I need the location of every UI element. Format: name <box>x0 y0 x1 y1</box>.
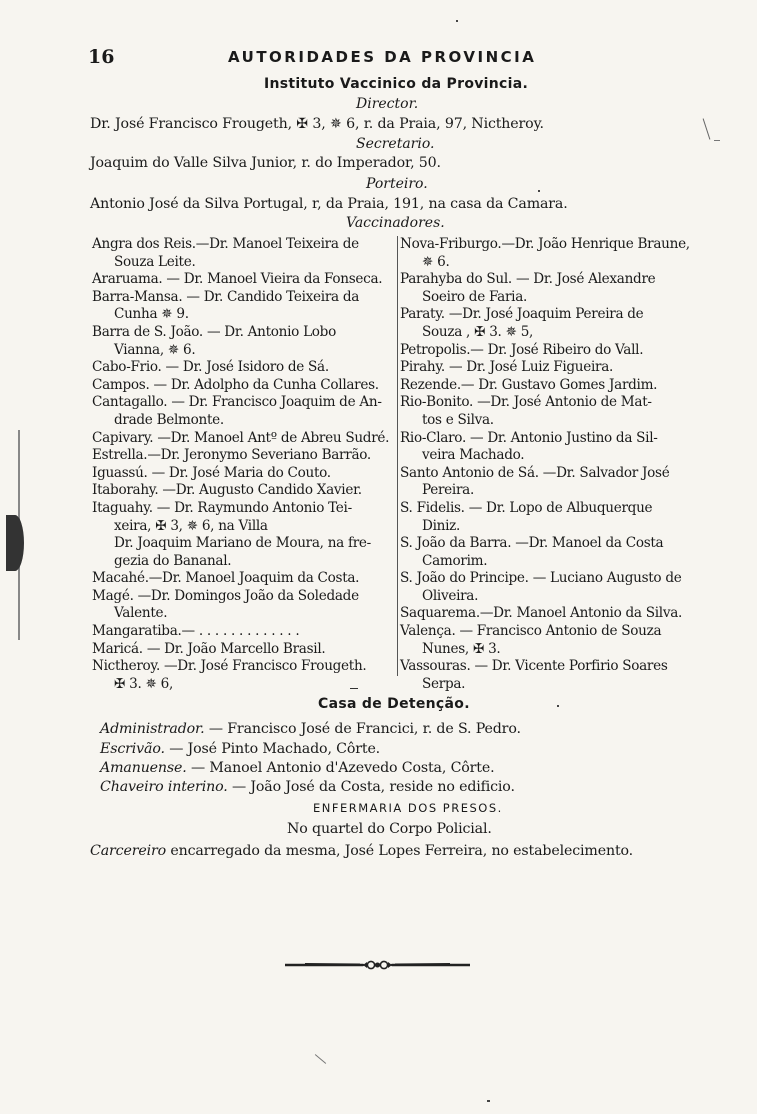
page-number: 16 <box>88 46 115 68</box>
vaccinador-entry <box>92 500 397 570</box>
vaccinador-entry <box>92 641 397 659</box>
vaccinador-entry <box>400 658 715 693</box>
vaccinador-entry <box>400 465 715 500</box>
entry-continuation: Nunes, ✠ 3. <box>422 640 501 657</box>
vaccinador-entry <box>400 236 715 271</box>
entry-first-line: Saquarema.—Dr. Manoel Antonio da Silva. <box>400 605 683 622</box>
entry-first-line: Cabo-Frio. — Dr. José Isidoro de Sá. <box>92 359 329 376</box>
staff-chaveiro <box>100 779 515 795</box>
column-divider <box>397 236 398 676</box>
entry-first-line: Iguassú. — Dr. José Maria do Couto. <box>92 464 331 481</box>
entry-continuation: tos e Silva. <box>422 411 494 428</box>
vaccinadores-left-column <box>92 236 397 693</box>
vaccinador-entry <box>92 430 397 448</box>
carcereiro-text: encarregado da mesma, José Lopes Ferreira, no estabelecimento. <box>165 843 634 859</box>
entry-first-line: Barra-Mansa. — Dr. Candido Teixeira da <box>92 288 360 305</box>
vaccinador-entry <box>400 605 715 623</box>
porteiro-line: Antonio José da Silva Portugal, r, da Praia, 191, na casa da Camara. <box>90 196 568 212</box>
entry-continuation: ✵ 6. <box>422 253 450 270</box>
vaccinador-entry <box>92 570 397 588</box>
vaccinador-entry <box>400 500 715 535</box>
entry-continuation: Vianna, ✵ 6. <box>114 341 196 358</box>
staff-role: Administrador. <box>100 721 205 737</box>
vaccinador-entry <box>400 271 715 306</box>
vaccinador-entry <box>92 394 397 429</box>
vaccinador-entry <box>92 623 397 641</box>
vaccinador-entry <box>92 465 397 483</box>
vaccinador-entry <box>92 324 397 359</box>
entry-continuation: Serpa. <box>422 675 466 692</box>
director-line: Dr. José Francisco Frougeth, ✠ 3, ✵ 6, r. da Praia, 97, Nictheroy. <box>90 116 544 132</box>
staff-role: Amanuense. <box>100 760 187 776</box>
carcereiro-line <box>90 843 633 859</box>
detencao-title: Casa de Detenção. <box>318 696 470 712</box>
vaccinador-entry <box>92 377 397 395</box>
staff-role: Escrivão. <box>100 741 165 757</box>
entry-first-line: Parahyba do Sul. — Dr. José Alexandre <box>400 271 656 288</box>
entry-first-line: Angra dos Reis.—Dr. Manoel Teixeira de <box>92 236 359 252</box>
vaccinador-entry <box>400 342 715 360</box>
vaccinador-entry <box>92 289 397 324</box>
entry-continuation: drade Belmonte. <box>114 411 224 428</box>
entry-continuation: Cunha ✵ 9. <box>114 306 189 323</box>
entry-first-line: Mangaratiba.— . . . . . . . . . . . . . <box>92 623 300 640</box>
enfermaria-title: ENFERMARIA DOS PRESOS. <box>313 801 503 815</box>
vaccinador-entry <box>92 447 397 465</box>
vaccinadores-right-column <box>400 236 715 693</box>
entry-first-line: Maricá. — Dr. João Marcello Brasil. <box>92 640 326 657</box>
entry-first-line: Araruama. — Dr. Manoel Vieira da Fonseca. <box>92 271 383 288</box>
vaccinador-entry <box>400 623 715 658</box>
staff-text: — Francisco José de Francici, r. de S. Pedro. <box>204 721 521 737</box>
entry-first-line: Pirahy. — Dr. José Luiz Figueira. <box>400 359 614 376</box>
entry-first-line: Paraty. —Dr. José Joaquim Pereira de <box>400 306 644 323</box>
staff-text: — José Pinto Machado, Côrte. <box>164 741 381 757</box>
entry-continuation: Soeiro de Faria. <box>422 288 528 305</box>
entry-first-line: Macahé.—Dr. Manoel Joaquim da Costa. <box>92 570 360 587</box>
ornament-rule <box>285 958 470 972</box>
secretario-line: Joaquim do Valle Silva Junior, r. do Imperador, 50. <box>90 155 441 171</box>
entry-first-line: Nova-Friburgo.—Dr. João Henrique Braune, <box>400 236 690 252</box>
staff-text: — Manoel Antonio d'Azevedo Costa, Côrte. <box>186 760 495 776</box>
vaccinador-entry <box>92 482 397 500</box>
entry-continuation: Pereira. <box>422 482 474 499</box>
entry-continuation: Diniz. <box>422 517 461 534</box>
entry-continuation: Souza Leite. <box>114 253 196 270</box>
vaccinador-entry <box>400 535 715 570</box>
entry-continuation: veira Machado. <box>422 447 525 464</box>
vaccinador-entry <box>400 306 715 341</box>
entry-first-line: Petropolis.— Dr. José Ribeiro do Vall. <box>400 341 644 358</box>
staff-escrivao <box>100 741 380 757</box>
entry-first-line: Itaguahy. — Dr. Raymundo Antonio Tei- <box>92 499 352 516</box>
vaccinadores-label: Vaccinadores. <box>346 215 445 231</box>
entry-first-line: Vassouras. — Dr. Vicente Porfirio Soares <box>400 658 668 675</box>
vaccinador-entry <box>400 359 715 377</box>
vaccinador-entry <box>400 394 715 429</box>
vaccinador-entry <box>400 430 715 465</box>
entry-first-line: S. João do Principe. — Luciano Augusto de <box>400 570 682 587</box>
vaccinador-entry <box>92 588 397 623</box>
entry-first-line: Estrella.—Dr. Jeronymo Severiano Barrão. <box>92 447 371 464</box>
entry-first-line: Valença. — Francisco Antonio de Souza <box>400 623 662 640</box>
vaccinador-entry <box>92 271 397 289</box>
entry-first-line: Rio-Bonito. —Dr. José Antonio de Mat- <box>400 394 652 411</box>
entry-continuation: Oliveira. <box>422 587 479 604</box>
entry-first-line: Barra de S. João. — Dr. Antonio Lobo <box>92 323 336 340</box>
entry-first-line: Campos. — Dr. Adolpho da Cunha Collares. <box>92 376 379 393</box>
instituto-title: Instituto Vaccinico da Provincia. <box>264 76 529 92</box>
staff-amanuense <box>100 760 494 776</box>
entry-first-line: Rio-Claro. — Dr. Antonio Justino da Sil- <box>400 429 658 446</box>
staff-role: Chaveiro interino. <box>100 779 228 795</box>
entry-first-line: Santo Antonio de Sá. —Dr. Salvador José <box>400 464 670 481</box>
entry-continuation: gezia do Bananal. <box>114 552 232 569</box>
entry-first-line: Rezende.— Dr. Gustavo Gomes Jardim. <box>400 376 658 393</box>
small-dash <box>350 688 358 689</box>
entry-first-line: Cantagallo. — Dr. Francisco Joaquim de An- <box>92 394 382 411</box>
vaccinador-entry <box>400 570 715 605</box>
staff-text: — João José da Costa, reside no edificio. <box>227 779 515 795</box>
entry-continuation: Valente. <box>114 605 168 622</box>
porteiro-label: Porteiro. <box>366 176 428 192</box>
entry-first-line: Itaborahy. —Dr. Augusto Candido Xavier. <box>92 482 362 499</box>
carcereiro-role: Carcereiro <box>90 843 166 859</box>
entry-continuation: Souza , ✠ 3. ✵ 5, <box>422 323 534 340</box>
secretario-label: Secretario. <box>356 136 435 152</box>
vaccinador-entry <box>92 359 397 377</box>
entry-continuation: ✠ 3. ✵ 6, <box>114 675 173 692</box>
entry-first-line: S. João da Barra. —Dr. Manoel da Costa <box>400 535 664 552</box>
entry-first-line: Capivary. —Dr. Manoel Antº de Abreu Sudré. <box>92 429 390 446</box>
entry-first-line: S. Fidelis. — Dr. Lopo de Albuquerque <box>400 499 653 516</box>
vaccinador-entry <box>400 377 715 395</box>
entry-first-line: Magé. —Dr. Domingos João da Soledade <box>92 587 359 604</box>
entry-continuation: xeira, ✠ 3, ✵ 6, na Villa <box>114 517 268 534</box>
entry-continuation: Camorim. <box>422 552 488 569</box>
quartel-line: No quartel do Corpo Policial. <box>287 821 492 837</box>
vaccinador-entry <box>92 236 397 271</box>
entry-first-line: Nictheroy. —Dr. José Francisco Frougeth. <box>92 658 367 675</box>
entry-continuation: Dr. Joaquim Mariano de Moura, na fre- <box>114 535 371 552</box>
director-label: Director. <box>356 96 419 112</box>
staff-administrador <box>100 721 521 737</box>
running-title: AUTORIDADES DA PROVINCIA <box>228 48 537 66</box>
